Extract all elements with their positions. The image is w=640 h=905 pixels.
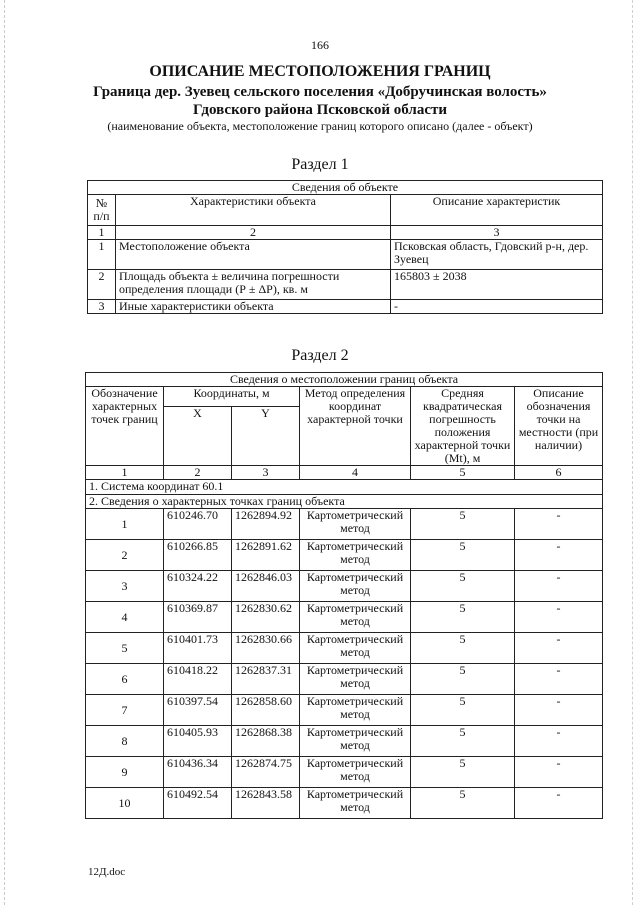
point-label: 7 (86, 695, 164, 726)
header-method: Метод определения координат характерной точки (300, 387, 411, 466)
header-error: Средняя квадратическая погрешность положения характерной точки (Мt), м (411, 387, 515, 466)
method: Картометрический метод (300, 602, 411, 633)
method: Картометрический метод (300, 633, 411, 664)
table-row (88, 300, 603, 314)
boundary-points-table (85, 372, 603, 819)
header-num: № п/п (88, 195, 116, 226)
col-number: 1 (88, 226, 116, 240)
table-row (86, 664, 603, 695)
table-row (86, 571, 603, 602)
coordinate-system: 1. Система координат 60.1 (86, 480, 603, 495)
points-body (86, 509, 603, 819)
mean-error: 5 (411, 695, 515, 726)
point-label: 1 (86, 509, 164, 540)
object-info-caption: Сведения об объекте (88, 181, 603, 195)
row-num: 1 (88, 240, 116, 270)
col-number: 2 (116, 226, 391, 240)
table-row (86, 695, 603, 726)
col-number: 3 (232, 466, 300, 480)
page-number: 166 (311, 38, 329, 52)
marking: - (515, 633, 603, 664)
marking: - (515, 602, 603, 633)
point-label: 3 (86, 571, 164, 602)
marking: - (515, 509, 603, 540)
y-coordinate: 1262868.38 (232, 726, 300, 757)
file-name: 12Д.doc (88, 866, 126, 878)
mean-error: 5 (411, 788, 515, 819)
mean-error: 5 (411, 726, 515, 757)
header-characteristics: Характеристики объекта (116, 195, 391, 226)
y-coordinate: 1262830.66 (232, 633, 300, 664)
mean-error: 5 (411, 633, 515, 664)
table-row (86, 540, 603, 571)
table-row (86, 788, 603, 819)
x-coordinate: 610436.34 (164, 757, 232, 788)
marking: - (515, 788, 603, 819)
point-label: 9 (86, 757, 164, 788)
y-coordinate: 1262846.03 (232, 571, 300, 602)
col-number: 4 (300, 466, 411, 480)
mean-error: 5 (411, 509, 515, 540)
scan-edge-left (4, 0, 6, 905)
table-row (86, 757, 603, 788)
column-number-row (86, 466, 603, 480)
document-subtitle-line-1: Граница дер. Зуевец сельского поселения «Добручинская волость» (93, 84, 547, 100)
table-row (86, 509, 603, 540)
mean-error: 5 (411, 540, 515, 571)
col-number: 1 (86, 466, 164, 480)
section-1-heading: Раздел 1 (291, 156, 349, 173)
point-label: 8 (86, 726, 164, 757)
x-coordinate: 610492.54 (164, 788, 232, 819)
col-number: 5 (411, 466, 515, 480)
header-marking: Описание обозначения точки на местности (при наличии) (515, 387, 603, 466)
y-coordinate: 1262891.62 (232, 540, 300, 571)
marking: - (515, 726, 603, 757)
point-label: 2 (86, 540, 164, 571)
x-coordinate: 610401.73 (164, 633, 232, 664)
header-y: Y (232, 407, 300, 466)
point-label: 5 (86, 633, 164, 664)
y-coordinate: 1262843.58 (232, 788, 300, 819)
row-description: 165803 ± 2038 (391, 270, 603, 300)
section-2-heading: Раздел 2 (291, 347, 349, 364)
method: Картометрический метод (300, 726, 411, 757)
method: Картометрический метод (300, 540, 411, 571)
mean-error: 5 (411, 757, 515, 788)
table-caption-row (88, 181, 603, 195)
document-title: ОПИСАНИЕ МЕСТОПОЛОЖЕНИЯ ГРАНИЦ (149, 63, 491, 80)
y-coordinate: 1262858.60 (232, 695, 300, 726)
y-coordinate: 1262874.75 (232, 757, 300, 788)
table-row (88, 240, 603, 270)
x-coordinate: 610418.22 (164, 664, 232, 695)
boundary-caption: Сведения о местоположении границ объекта (86, 373, 603, 387)
table-caption-row (86, 373, 603, 387)
row-characteristic: Местоположение объекта (116, 240, 391, 270)
method: Картометрический метод (300, 664, 411, 695)
y-coordinate: 1262894.92 (232, 509, 300, 540)
method: Картометрический метод (300, 509, 411, 540)
method: Картометрический метод (300, 695, 411, 726)
row-num: 3 (88, 300, 116, 314)
row-num: 2 (88, 270, 116, 300)
table-row (88, 270, 603, 300)
x-coordinate: 610397.54 (164, 695, 232, 726)
x-coordinate: 610266.85 (164, 540, 232, 571)
marking: - (515, 571, 603, 602)
y-coordinate: 1262837.31 (232, 664, 300, 695)
header-points: Обозначение характерных точек границ (86, 387, 164, 466)
marking: - (515, 757, 603, 788)
table-row (86, 633, 603, 664)
row-description: Псковская область, Гдовский р-н, дер. Зуевец (391, 240, 603, 270)
mean-error: 5 (411, 664, 515, 695)
point-label: 4 (86, 602, 164, 633)
col-number: 2 (164, 466, 232, 480)
table-header-row (88, 195, 603, 226)
points-caption-row (86, 495, 603, 509)
mean-error: 5 (411, 602, 515, 633)
x-coordinate: 610369.87 (164, 602, 232, 633)
point-label: 10 (86, 788, 164, 819)
marking: - (515, 664, 603, 695)
col-number: 6 (515, 466, 603, 480)
row-characteristic: Иные характеристики объекта (116, 300, 391, 314)
method: Картометрический метод (300, 757, 411, 788)
coordinate-system-row (86, 480, 603, 495)
header-description: Описание характеристик (391, 195, 603, 226)
method: Картометрический метод (300, 788, 411, 819)
method: Картометрический метод (300, 571, 411, 602)
marking: - (515, 540, 603, 571)
table-row (86, 602, 603, 633)
row-characteristic: Площадь объекта ± величина погрешности определения площади (Р ± ΔР), кв. м (116, 270, 391, 300)
point-label: 6 (86, 664, 164, 695)
scan-edge-right (632, 0, 634, 905)
x-coordinate: 610246.70 (164, 509, 232, 540)
header-x: X (164, 407, 232, 466)
x-coordinate: 610324.22 (164, 571, 232, 602)
y-coordinate: 1262830.62 (232, 602, 300, 633)
points-caption: 2. Сведения о характерных точках границ объекта (86, 495, 603, 509)
object-info-table (87, 180, 603, 314)
table-row (86, 726, 603, 757)
mean-error: 5 (411, 571, 515, 602)
marking: - (515, 695, 603, 726)
document-subtitle-line-2: Гдовского района Псковской области (193, 102, 447, 118)
header-coordinates: Координаты, м (164, 387, 300, 407)
column-number-row (88, 226, 603, 240)
row-description: - (391, 300, 603, 314)
object-naming-note: (наименование объекта, местоположение границ которого описано (далее - объект) (107, 119, 533, 133)
x-coordinate: 610405.93 (164, 726, 232, 757)
col-number: 3 (391, 226, 603, 240)
table-header-row (86, 387, 603, 407)
